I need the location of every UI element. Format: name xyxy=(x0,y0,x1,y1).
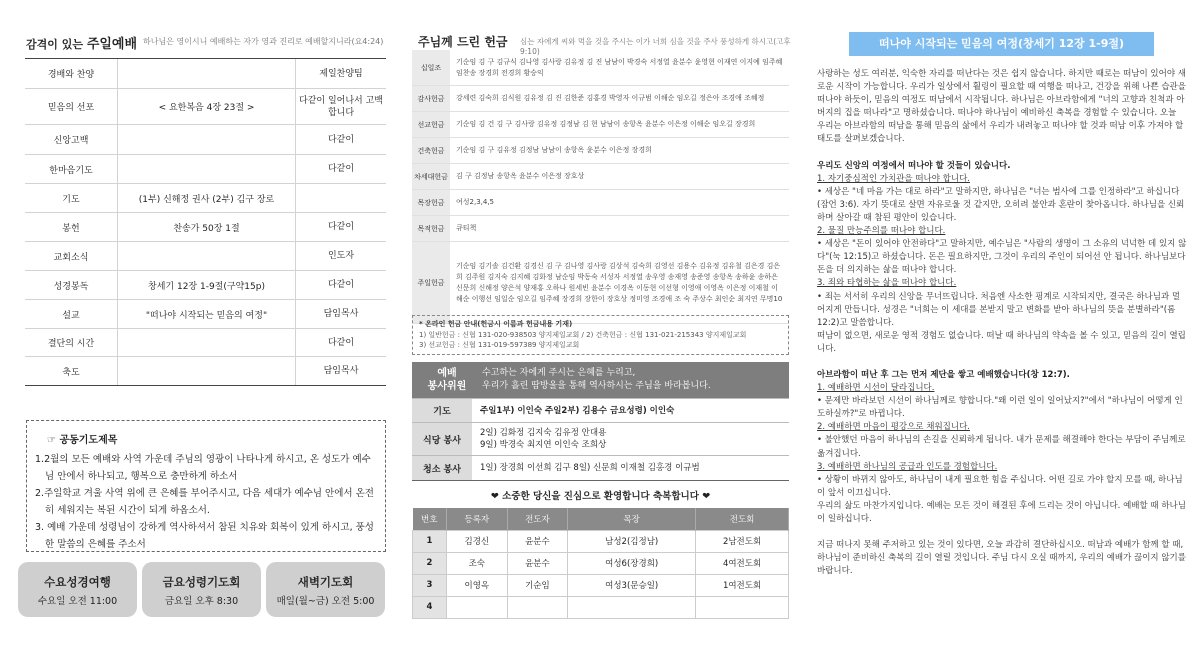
server-role: 기도 xyxy=(412,399,472,422)
table-header-row xyxy=(413,508,789,530)
table-row xyxy=(25,155,386,184)
table-row xyxy=(412,86,789,112)
table-row xyxy=(412,242,789,324)
offering-label: 목장헌금 xyxy=(412,190,450,215)
order-leader: 다같이 xyxy=(327,222,355,232)
sermon-heading: 우리도 신앙의 여정에서 떠나야 할 것들이 있습니다. xyxy=(817,160,1011,171)
table-row xyxy=(25,329,386,357)
order-item: 설교 xyxy=(62,310,80,321)
cell-number: 4 xyxy=(413,596,447,618)
sermon-body xyxy=(817,68,1187,578)
prayer-title xyxy=(47,431,377,446)
order-item: 신앙고백 xyxy=(53,136,89,146)
offering-names: 기순임 김 건 김 구 김사랑 김유정 김정남 김 현 남남이 송항옥 윤분수 이은정 이해순 임오길 장경희 xyxy=(456,120,756,128)
notice-heading: * 온라인 헌금 안내(헌금시 이름과 헌금내용 기재) xyxy=(419,320,573,328)
table-row xyxy=(25,213,386,242)
cell-registrant: 김경신 xyxy=(447,530,508,552)
order-item: 교회소식 xyxy=(53,252,89,263)
offering-label: 선교헌금 xyxy=(412,112,450,137)
cell-number: 2 xyxy=(413,552,447,574)
table-row xyxy=(412,112,789,138)
order-leader: 다같이 xyxy=(327,337,355,348)
sermon-paragraph: • 문제만 바라보던 시선이 하나님께로 향합니다."왜 이런 일이 일어났지?"에서 "하나님이 어떻게 인도하실까?"로 바뀝니다. xyxy=(817,396,1183,420)
sermon-paragraph: 사랑하는 성도 여러분, 익숙한 자리를 떠난다는 것은 쉽지 않습니다. 하지만 때로는 떠남이 있어야 새로운 시작이 가능합니다. 우리가 일상에서 훨링이 필요할 때 여행을 떠나고, 건강을 위해 나쁜 습관을 떠나야 하듯이, 믿음의 여정도 떠남에서 시작됩니다. 하나님은 아브라함에게 "너의 고향과 친척과 아버지의 집을 떠나라"고 명하셨습니다. 떠나야 하나님이 예비하신 축복을 경험할 수 있습니다. 오늘 우리는 아브라함의 떠남을 통해 믿음의 삶에서 우리가 내려놓고 떠나야 할 것과 떠남 이후 가져야 할 태도를 살펴보겠습니다. xyxy=(817,69,1186,145)
servers-banner xyxy=(412,362,789,398)
sermon-column xyxy=(800,0,1200,645)
order-detail xyxy=(117,59,296,88)
server-line: 2일) 김화정 김지숙 김유정 안대용 xyxy=(480,428,607,438)
meeting-time: 매일(월~금) 오전 5:00 xyxy=(276,596,375,607)
offering-names: 기순임 김 구 김규식 김나영 김사랑 김유정 김 진 남남이 박경숙 서정열 윤분수 윤영현 이재연 이지예 임주혜 임찬송 장경희 전경희 황승익 xyxy=(456,57,783,77)
offering-names: 강세련 김숙희 김식원 김유정 김 진 김한준 김홍경 박영자 이규범 이해순 임오길 정은아 조경애 조혜정 xyxy=(456,94,765,102)
order-leader: 다같이 xyxy=(327,280,355,290)
worship-verse: 하나님은 영이시니 예배하는 자가 영과 진리로 예배할지니라(요4:24) xyxy=(143,37,384,46)
cell-group xyxy=(568,596,696,618)
pointing-hand-icon: ☞ xyxy=(47,435,56,446)
order-item: 축도 xyxy=(62,367,80,378)
order-item: 결단의 시간 xyxy=(47,339,95,349)
table-row xyxy=(413,530,789,552)
offering-verse: 심는 자에게 씨와 먹을 것을 주시는 이가 너희 심을 것을 주사 풍성하게 하시고(고후9:10) xyxy=(520,37,791,56)
offering-names: 여성2,3,4,5 xyxy=(456,198,495,206)
sermon-paragraph: • 불안했던 마음이 하나님의 손길을 신뢰하게 됩니다. 내가 문제를 해결해야 한다는 부담이 주님께로 옮겨집니다. xyxy=(817,435,1186,459)
order-leader: 담임목사 xyxy=(323,309,359,319)
sermon-point: 1. 자기중심적인 가치관을 떠나야 합니다. xyxy=(817,173,970,184)
order-item: 한마음기도 xyxy=(49,165,93,176)
table-row xyxy=(412,422,789,455)
meeting-title: 새벽기도회 xyxy=(297,575,354,589)
prayer-box xyxy=(26,420,386,552)
sermon-paragraph: • 상황이 바뀌지 않아도, 하나님이 내게 필요한 힘을 주십니다. 어떤 길로 가야 할지 모를 때, 하나님이 앞서 이끄십니다. xyxy=(817,474,1183,498)
registration-table xyxy=(412,508,789,619)
table-row xyxy=(412,138,789,164)
sermon-paragraph: 우리의 삶도 마찬가지입니다. 예배는 모든 것이 해결된 후에 드리는 것이 아닙니다. 예배할 때 하나님이 일하십니다. xyxy=(817,500,1186,524)
order-leader: 다같이 일어나서 고백합니다 xyxy=(299,95,383,118)
column-header: 전도회 xyxy=(696,508,789,530)
offering-label: 건축헌금 xyxy=(412,138,450,163)
meeting-time: 수요일 오전 11:00 xyxy=(37,596,118,607)
servers-table xyxy=(412,398,789,481)
offering-label: 감사헌금 xyxy=(412,86,450,111)
sermon-point: 1. 예배하면 시선이 달라집니다. xyxy=(817,383,935,394)
order-detail xyxy=(117,155,296,183)
cell-registrant: 이영옥 xyxy=(447,574,508,596)
offering-column xyxy=(400,0,800,645)
worship-heading xyxy=(26,33,137,52)
order-detail: (1부) 신해정 권사 (2부) 김구 장로 xyxy=(117,184,296,212)
server-role: 청소 봉사 xyxy=(412,456,472,480)
offering-names: 큐티책 xyxy=(456,224,477,232)
notice-line: 3) 선교헌금 : 신협 131-019-597389 양지제일교회 xyxy=(419,341,580,349)
meeting-wednesday xyxy=(18,562,137,617)
sermon-point: 2. 예배하면 마음이 평강으로 채워집니다. xyxy=(817,422,970,433)
prayer-title-text: 공동기도제목 xyxy=(59,435,118,446)
servers-banner-text-line: 우리가 흘린 땀방울을 통해 역사하시는 주님을 바라봅니다. xyxy=(482,381,711,391)
cell-fellowship: 2남전도회 xyxy=(696,530,789,552)
server-names xyxy=(472,423,789,455)
table-row xyxy=(413,552,789,574)
column-header: 목장 xyxy=(568,508,696,530)
servers-banner-text-line: 수고하는 자에게 주시는 은혜를 누리고, xyxy=(482,368,636,378)
offering-label: 목적헌금 xyxy=(412,216,450,241)
server-line: 9일) 박경숙 최지연 이인숙 조희상 xyxy=(480,440,607,450)
meeting-title: 금요성령기도회 xyxy=(162,575,241,589)
meeting-title: 수요성경여행 xyxy=(44,575,111,589)
prayer-item: 3. 예배 가운데 성령님이 강하게 역사하셔서 참된 치유와 회복이 있게 하시고, 풍성한 말씀의 은혜를 주소서 xyxy=(35,522,374,550)
offering-table xyxy=(412,50,789,324)
servers-banner-title xyxy=(412,367,482,393)
cell-evangelist: 윤분수 xyxy=(507,530,568,552)
server-names xyxy=(472,458,789,478)
table-row xyxy=(25,271,386,300)
table-row xyxy=(25,59,386,89)
order-detail: "떠나야 시작되는 믿음의 여정" xyxy=(117,300,296,328)
server-line: 주일1부) 이인숙 주일2부) 김용수 금요성령) 이인숙 xyxy=(480,405,675,416)
table-row xyxy=(25,357,386,385)
table-row xyxy=(413,596,789,618)
meeting-time: 금요일 오후 8:30 xyxy=(164,596,239,607)
table-row xyxy=(412,50,789,86)
table-row xyxy=(25,242,386,271)
order-detail: 찬송가 50장 1절 xyxy=(117,213,296,241)
sermon-heading: 아브라함이 떠난 후 그는 먼저 제단을 쌓고 예배했습니다(창 12:7). xyxy=(817,369,1070,380)
order-detail: 창세기 12장 1-9절(구약15p) xyxy=(117,271,296,299)
worship-title: 주일예배 xyxy=(86,37,138,52)
worship-column xyxy=(0,0,400,645)
order-detail xyxy=(117,242,296,270)
order-detail: < 요한복음 4장 23절 > xyxy=(117,89,296,124)
order-leader: 인도자 xyxy=(327,251,355,261)
server-names xyxy=(472,401,789,421)
offering-label: 차세대헌금 xyxy=(412,164,450,189)
column-header: 등록자 xyxy=(447,508,508,530)
cell-group: 남성2(김정남) xyxy=(568,530,696,552)
cell-evangelist xyxy=(507,596,568,618)
notice-line: 1) 일반헌금 : 신협 131-020-938503 양지제일교회 / 2) 건축헌금 : 신협 131-021-215343 양지제일교회 xyxy=(419,330,747,339)
cell-registrant xyxy=(447,596,508,618)
offering-names: 기순임 김기솔 김건환 김경신 김 구 김나영 김사랑 김상석 김숙희 김영선 김용수 김유정 김유철 김은경 김은희 김주원 김지숙 김지혜 김화정 남순임 박동숙 서성자 서정열 송우영 송재영 송준영 송항옥 송하윤 송하은 신문희 신해정 양은석 양재홍 오하나 원세빈 윤분수 이경옥 이동현 이선형 이영애 이영옥 이은정 이재철 이해순 이행선 임일순 임오길 임주혜 장경희 장한이 장호상 정미영 조경애 조 숙 주상수 최인순 최지연 무명10 xyxy=(456,261,783,303)
order-item: 기도 xyxy=(62,194,80,205)
table-row xyxy=(412,190,789,216)
prayer-item: 2.주일학교 겨울 사역 위에 큰 은혜를 부어주시고, 다음 세대가 예수님 안에서 온전히 세워지는 복된 시간이 되게 하옵소서. xyxy=(35,488,374,516)
offering-names: 김 구 김정남 송항옥 윤분수 이은정 장호상 xyxy=(456,172,585,180)
worship-label: 감격이 있는 xyxy=(26,38,83,51)
order-detail xyxy=(117,357,296,385)
table-row xyxy=(412,398,789,422)
cell-fellowship: 4여전도회 xyxy=(696,552,789,574)
order-leader: 제일찬양팀 xyxy=(319,68,363,79)
table-row xyxy=(412,216,789,242)
order-item: 경배와 찬양 xyxy=(47,70,95,80)
offering-title: 주님께 드린 헌금 xyxy=(418,35,508,49)
table-row xyxy=(25,300,386,329)
sermon-point: 3. 죄와 타협하는 삶을 떠나야 합니다. xyxy=(817,278,957,289)
cell-evangelist: 기순임 xyxy=(507,574,568,596)
order-detail xyxy=(117,125,296,154)
cell-number: 1 xyxy=(413,530,447,552)
meeting-dawn xyxy=(266,562,385,617)
table-row xyxy=(412,455,789,480)
cell-number: 3 xyxy=(413,574,447,596)
cell-fellowship xyxy=(696,596,789,618)
table-row xyxy=(412,164,789,190)
order-item: 봉헌 xyxy=(62,223,80,234)
order-item: 성경봉독 xyxy=(53,281,89,292)
server-line: 1일) 장경희 이선희 김구 8일) 신문희 이재철 김홍경 이규범 xyxy=(480,463,700,473)
offering-label: 십일조 xyxy=(412,50,450,85)
order-item: 믿음의 선포 xyxy=(47,103,95,113)
meeting-friday xyxy=(142,562,261,617)
offering-names: 기순임 김 구 김유정 김정남 남남이 송항옥 윤분수 이은정 장경희 xyxy=(456,146,652,154)
sermon-paragraph: • 죄는 서서히 우리의 신앙을 무너뜨립니다. 처음엔 사소한 핑계로 시작되지만, 결국은 하나님과 멀어지게 만듭니다. 성경은 "너희는 이 세대를 본받지 말고 변화를 받아 하나님의 뜻을 분별하라"(롬 12:2)고 말씀합니다. xyxy=(817,291,1181,328)
sermon-paragraph: • 세상은 "네 마음 가는 대로 하라"고 말하지만, 하나님은 "너는 범사에 그를 인정하라"고 하십니다(잠언 3:6). 자기 뜻대로 살면 자유로울 것 같지만, 오히려 불안과 혼란이 찾아옵니다. 하나님을 신뢰하며 살아갈 때 참된 평안이 있습니다. xyxy=(817,186,1185,223)
table-row xyxy=(25,125,386,155)
prayer-item: 1.2월의 모든 예배와 사역 가운데 주님의 영광이 나타나게 하시고, 온 성도가 예수님 안에서 하나되고, 행복으로 충만하게 하소서 xyxy=(35,454,371,482)
welcome-message: ❤ 소중한 당신을 진심으로 환영합니다 축복합니다 ❤ xyxy=(490,491,711,502)
table-row xyxy=(25,89,386,125)
worship-order-table xyxy=(25,58,386,386)
sermon-title: 떠나야 시작되는 믿음의 여정(창세기 12장 1-9절) xyxy=(849,32,1154,56)
cell-group: 여성3(문승일) xyxy=(568,574,696,596)
sermon-point: 2. 물질 만능주의를 떠나야 합니다. xyxy=(817,226,946,237)
table-row xyxy=(25,184,386,213)
sermon-point: 3. 예배하면 하나님의 공급과 인도를 경험합니다. xyxy=(817,461,998,472)
servers-banner-title-line: 예배 xyxy=(437,368,457,379)
cell-group: 여성6(장경희) xyxy=(568,552,696,574)
servers-banner-text xyxy=(482,367,711,393)
cell-registrant: 조숙 xyxy=(447,552,508,574)
sermon-paragraph: 떠남이 없으면, 새로운 영적 경험도 없습니다. 떠날 때 하나님의 약속을 볼 수 있고, 믿음의 길이 열립니다. xyxy=(817,330,1186,354)
cell-evangelist: 윤분수 xyxy=(507,552,568,574)
order-leader: 담임목사 xyxy=(323,366,359,376)
offering-label: 주일헌금 xyxy=(412,242,450,323)
table-row xyxy=(413,574,789,596)
sermon-paragraph: • 세상은 "돈이 있어야 안전하다"고 말하지만, 예수님은 "사람의 생명이 그 소유의 넉넉한 데 있지 않다"(눅 12:15)고 하셨습니다. 돈은 필요하지만, 그것이 우리의 주인이 되어선 안 됩니다. 하나님보다 돈을 더 의지하는 삶을 떠나야 합니다. xyxy=(817,239,1187,276)
online-offering-notice xyxy=(412,315,789,355)
order-leader: 다같이 xyxy=(327,134,355,145)
order-leader: 다같이 xyxy=(327,164,355,174)
servers-banner-title-line: 봉사위원 xyxy=(427,381,467,392)
column-header: 전도자 xyxy=(507,508,568,530)
server-role: 식당 봉사 xyxy=(412,423,472,455)
cell-fellowship: 1여전도회 xyxy=(696,574,789,596)
order-detail xyxy=(117,329,296,356)
sermon-paragraph: 지금 떠나지 못해 주저하고 있는 것이 있다면, 오늘 과감히 결단하십시오. 떠남과 예배가 함께 할 때, 하나님이 준비하신 축복의 길이 열릴 것입니다. 주님 다시 오실 때까지, 우리의 예배가 끊이지 않기를 바랍니다. xyxy=(817,540,1186,577)
column-header: 번호 xyxy=(413,508,447,530)
